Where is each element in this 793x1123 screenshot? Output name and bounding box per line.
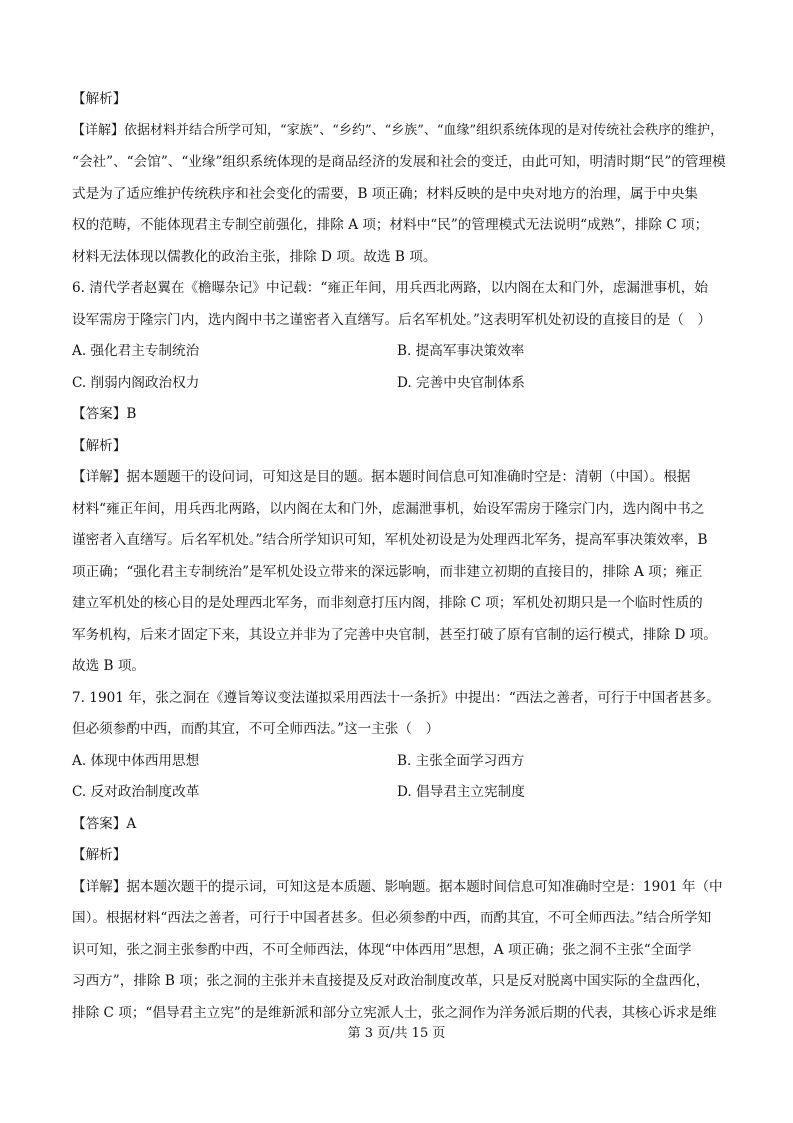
text-line: 权的范畴，不能体现君主专制空前强化，排除 A 项；材料中“民”的管理模式无法说明“成熟”，排除 C 项； xyxy=(72,217,709,233)
text-line: 式是为了适应维护传统秩序和社会变化的需要，B 项正确；材料反映的是中央对地方的治理，属于中央集 xyxy=(72,185,699,202)
option-row xyxy=(72,781,732,803)
text-line: 【详解】依据材料并结合所学可知，“家族”、“乡约”、“乡族”、“血缘”组织系统体现的是对传统社会秩序的维护， xyxy=(72,122,724,138)
text-line: 军务机构，后来才固定下来，其设立并非为了完善中央官制，甚至打破了原有官制的运行模式，排除 D 项。 xyxy=(72,626,717,643)
text-line: 谨密者入直缮写。后名军机处。”结合所学知识可知，军机处初设是为处理西北军务，提高军事决策效率，B xyxy=(72,532,708,548)
text-line: 【详解】据本题次题干的提示词，可知这是本质题、影响题。据本题时间信息可知准确时空是：1901 年（中 xyxy=(72,878,723,895)
text-line: 【详解】据本题题干的设问词，可知这是目的题。据本题时间信息可知准确时空是：清朝（中国）。根据 xyxy=(72,469,691,485)
option-right: D. 完善中央官制体系 xyxy=(397,374,525,391)
option-row xyxy=(72,372,732,394)
text-line: 【解析】 xyxy=(72,847,127,863)
text-line: 【答案】A xyxy=(72,815,137,832)
page-footer: 第 3 页/共 15 页 xyxy=(347,1026,446,1041)
text-line: “会社”、“会馆”、“业缘”组织系统体现的是商品经济的发展和社会的变迁，由此可知，明清时期“民”的管理模 xyxy=(72,154,726,170)
option-left: A. 强化君主专制统治 xyxy=(72,343,200,359)
text-line: 排除 C 项；“倡导君主立宪”的是维新派和部分立宪派人士，张之洞作为洋务派后期的代表，其核心诉求是维 xyxy=(72,1004,717,1021)
option-right: D. 倡导君主立宪制度 xyxy=(397,784,525,800)
text-line: 材料“雍正年间，用兵西北两路，以内阁在太和门外，虑漏泄事机，始设军需房于隆宗门内，选内阁中书之 xyxy=(72,500,705,517)
page-content xyxy=(72,88,732,1033)
text-line: 国）。根据材料“西法之善者，可行于中国者甚多。但必须参酌中西，而酌其宜，不可全师西法。”结合所学知 xyxy=(72,910,712,926)
text-line: 项正确；“强化君主专制统治”是军机处设立带来的深远影响，而非建立初期的直接目的，排除 A 项；雍正 xyxy=(72,563,703,580)
option-left: A. 体现中体西用思想 xyxy=(72,752,200,769)
text-line: 【解析】 xyxy=(72,437,127,454)
text-line: 【答案】B xyxy=(72,406,137,422)
text-line: 材料无法体现以儒教化的政治主张，排除 D 项。故选 B 项。 xyxy=(72,248,437,265)
text-line: 故选 B 项。 xyxy=(72,658,146,674)
option-left: C. 削弱内阁政治权力 xyxy=(72,374,200,391)
text-line: 习西方”，排除 B 项；张之洞的主张并未直接提及反对政治制度改革，只是反对脱离中国实际的全盘西化， xyxy=(72,973,710,989)
option-right: B. 提高军事决策效率 xyxy=(397,343,525,359)
option-row xyxy=(72,340,732,362)
text-line: 但必须参酌中西，而酌其宜，不可全师西法。”这一主张（ ） xyxy=(72,721,440,737)
text-line: 建立军机处的核心目的是处理西北军务，而非刻意打压内阁，排除 C 项；军机处初期只是一个临时性质的 xyxy=(72,595,703,611)
option-left: C. 反对政治制度改革 xyxy=(72,784,200,800)
text-line: 7. 1901 年，张之洞在《遵旨筹议变法谨拟采用西法十一条折》中提出：“西法之善者，可行于中国者甚多。 xyxy=(72,689,720,706)
option-right: B. 主张全面学习西方 xyxy=(397,752,525,769)
text-line: 【解析】 xyxy=(72,91,127,107)
text-line: 设军需房于隆宗门内，选内阁中书之谨密者入直缮写。后名军机处。”这表明军机处初设的直接目的是（ ） xyxy=(72,311,712,328)
text-line: 6. 清代学者赵翼在《檐曝杂记》中记载：“雍正年间，用兵西北两路，以内阁在太和门外，虑漏泄事机，始 xyxy=(72,280,708,296)
text-line: 识可知，张之洞主张参酌中西，不可全师西法，体现“中体西用”思想，A 项正确；张之洞不主张“全面学 xyxy=(72,941,692,958)
option-row xyxy=(72,750,732,772)
